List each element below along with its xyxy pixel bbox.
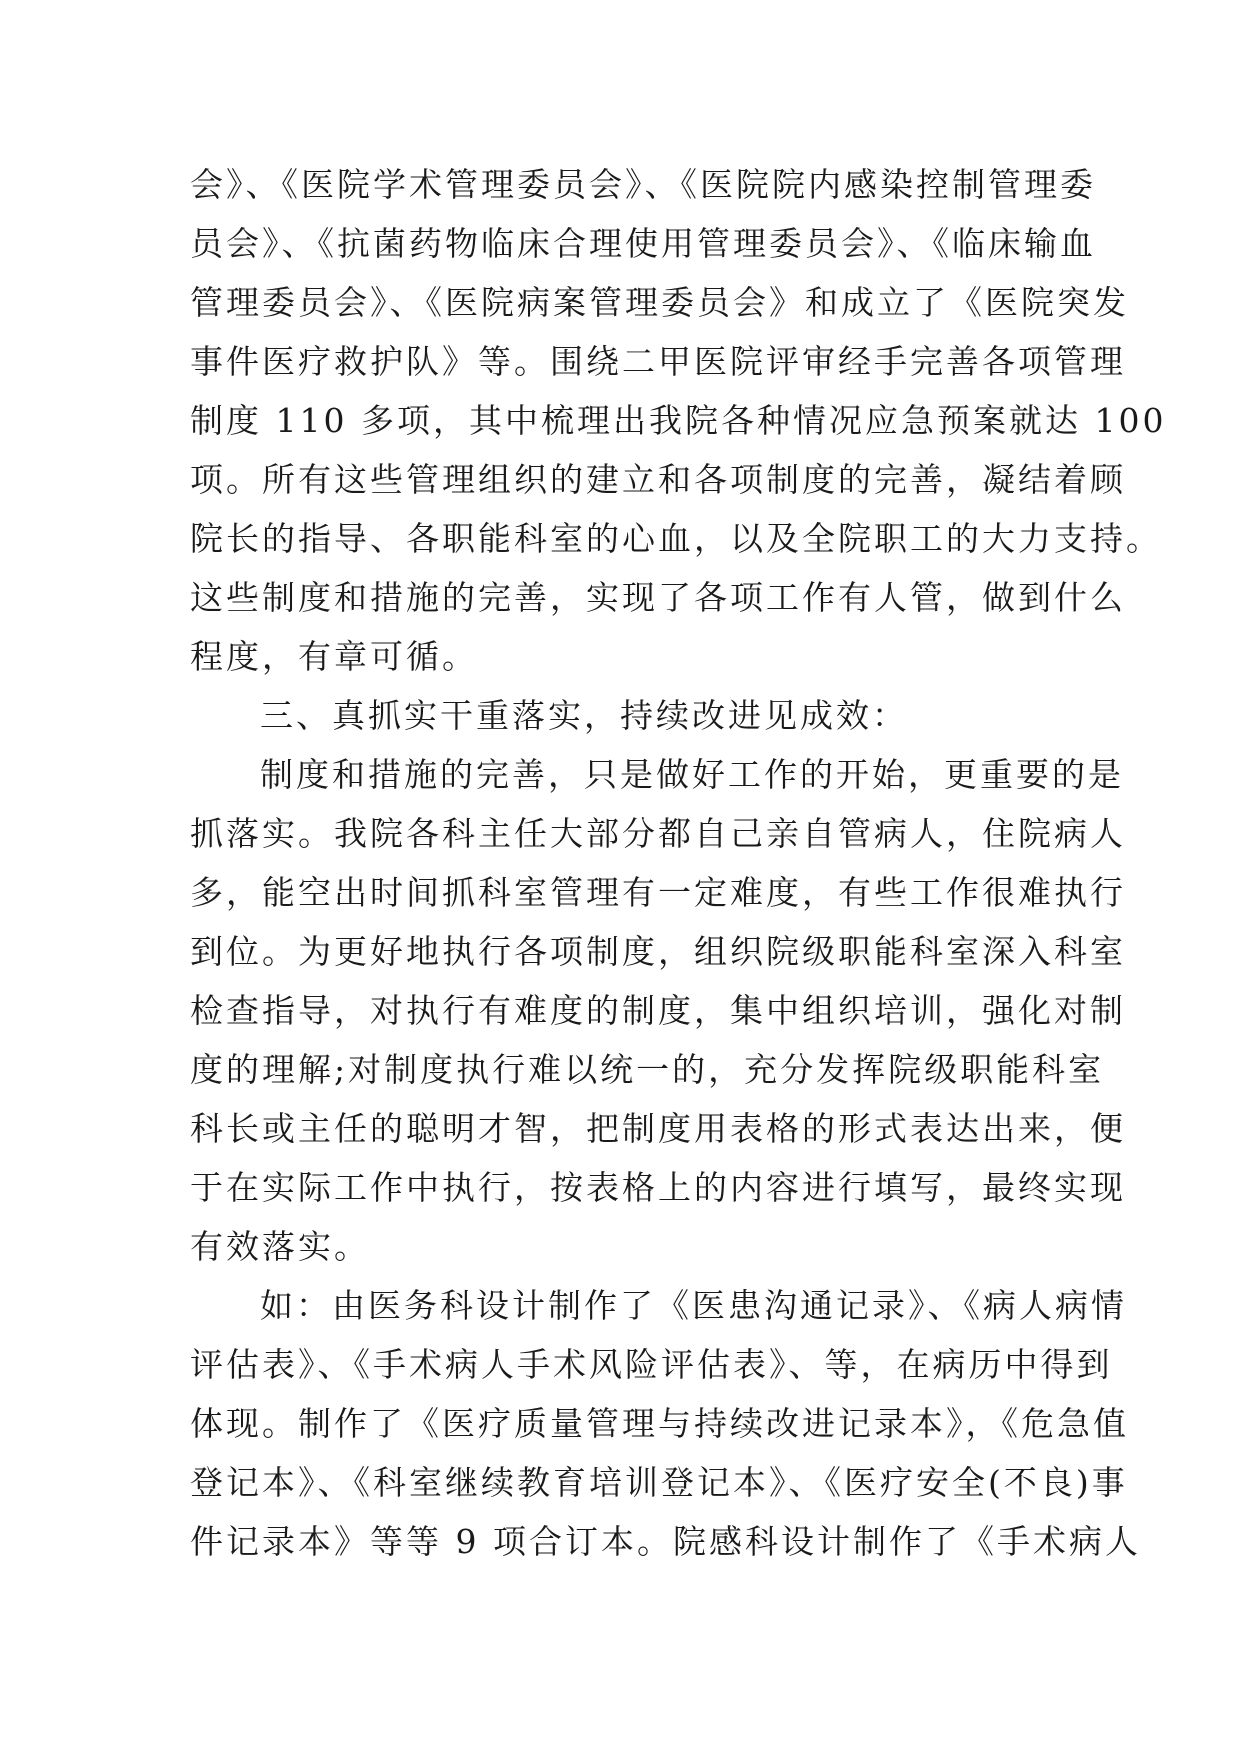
text-line: 如：由医务科设计制作了《医患沟通记录》、《病人病情 — [260, 1286, 1127, 1325]
text-line: 检查指导，对执行有难度的制度，集中组织培训，强化对制 — [190, 991, 1126, 1030]
text-line: 有效落实。 — [190, 1227, 370, 1266]
text-line: 事件医疗救护队》等。围绕二甲医院评审经手完善各项管理 — [190, 342, 1126, 381]
text-line: 评估表》、《手术病人手术风险评估表》、等，在病历中得到 — [190, 1345, 1113, 1384]
text-line: 项。所有这些管理组织的建立和各项制度的完善，凝结着顾 — [190, 460, 1126, 499]
text-line: 科长或主任的聪明才智，把制度用表格的形式表达出来，便 — [190, 1109, 1126, 1148]
text-line: 程度，有章可循。 — [190, 637, 478, 676]
text-line: 体现。制作了《医疗质量管理与持续改进记录本》，《危急值 — [190, 1404, 1129, 1443]
text-line: 管理委员会》、《医院病案管理委员会》和成立了《医院突发 — [190, 283, 1129, 322]
text-line: 于在实际工作中执行，按表格上的内容进行填写，最终实现 — [190, 1168, 1126, 1207]
text-line: 这些制度和措施的完善，实现了各项工作有人管，做到什么 — [190, 578, 1126, 617]
text-line: 制度和措施的完善，只是做好工作的开始，更重要的是 — [260, 755, 1124, 794]
text-line: 员会》、《抗菌药物临床合理使用管理委员会》、《临床输血 — [190, 224, 1096, 263]
text-line: 抓落实。我院各科主任大部分都自己亲自管病人，住院病人 — [190, 814, 1126, 853]
text-line: 院长的指导、各职能科室的心血，以及全院职工的大力支持。 — [190, 519, 1162, 558]
text-line: 多，能空出时间抓科室管理有一定难度，有些工作很难执行 — [190, 873, 1126, 912]
text-line: 会》、《医院学术管理委员会》、《医院院内感染控制管理委 — [190, 165, 1096, 204]
section-heading: 三、真抓实干重落实，持续改进见成效： — [260, 696, 908, 735]
text-line: 制度 110 多项，其中梳理出我院各种情况应急预案就达 100 — [190, 401, 1167, 440]
text-line: 到位。为更好地执行各项制度，组织院级职能科室深入科室 — [190, 932, 1126, 971]
text-line: 度的理解;对制度执行难以统一的，充分发挥院级职能科室 — [190, 1050, 1105, 1089]
document-body — [190, 155, 1167, 1571]
text-line: 件记录本》等等 9 项合订本。院感科设计制作了《手术病人 — [190, 1522, 1141, 1561]
text-line: 登记本》、《科室继续教育培训登记本》、《医疗安全(不良)事 — [190, 1463, 1128, 1502]
